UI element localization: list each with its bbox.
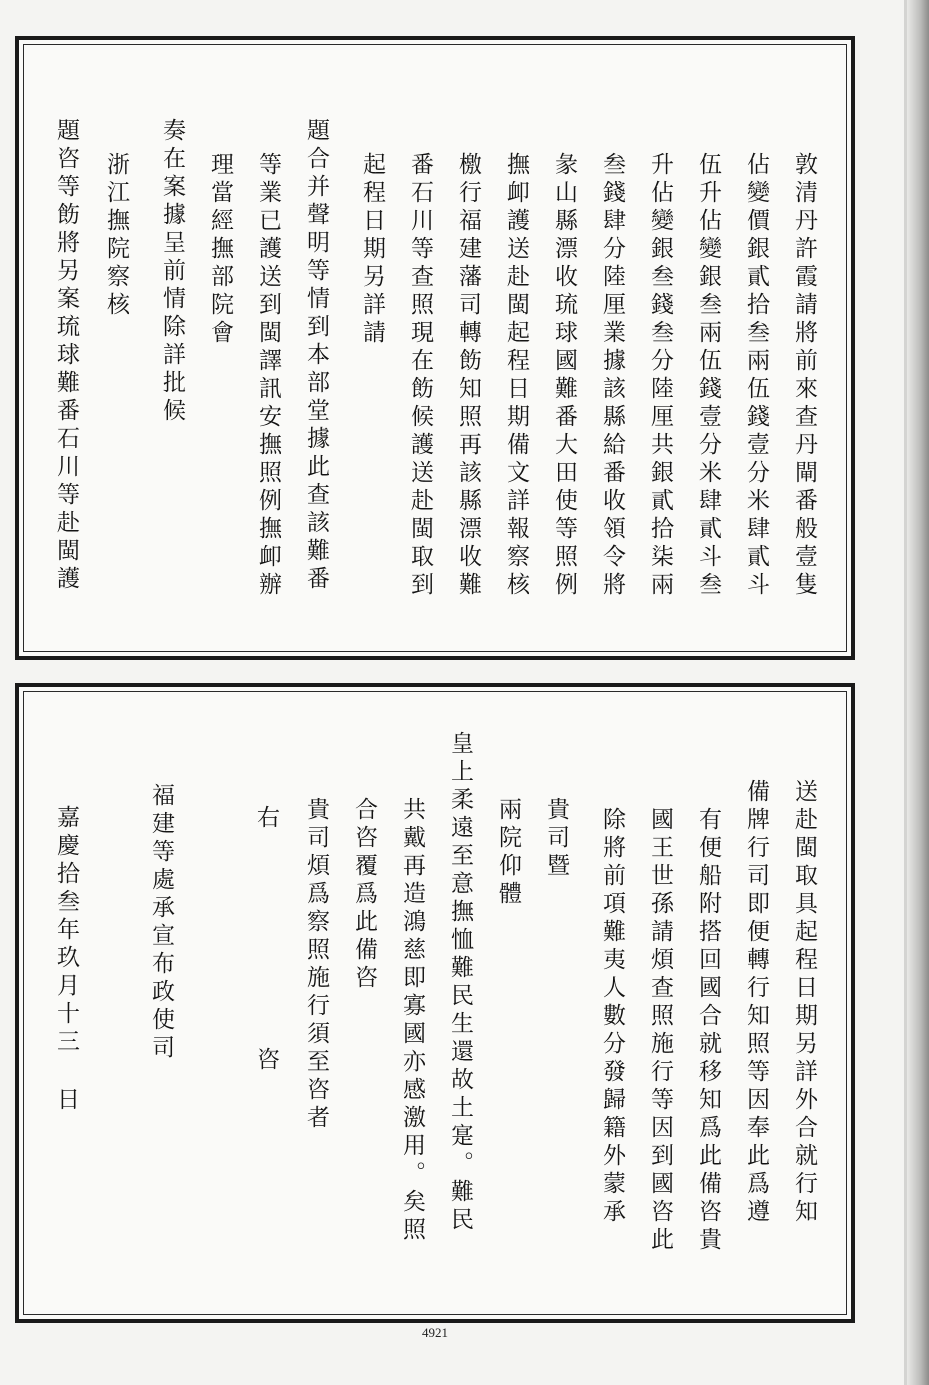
- text-column: 除將前項難夷人數分發歸籍外蒙承: [599, 807, 625, 1227]
- text-column: 等業已護送到閩譯訊安撫照例撫卹辦: [255, 152, 281, 600]
- text-column: 起程日期另詳請: [359, 152, 385, 348]
- page-number: 4921: [422, 1325, 448, 1340]
- book-gutter-shadow: [907, 0, 929, 1385]
- text-column: 番石川等查照現在飭候護送赴閩取到: [407, 152, 433, 600]
- text-column: 咨: [253, 1047, 279, 1075]
- text-column-elevated: 題咨等飭將另案琉球難番石川等赴閩護: [53, 118, 79, 594]
- text-column: 備牌行司即便轉行知照等因奉此爲遵: [743, 779, 769, 1227]
- issuer-column: 福建等處承宣布政使司: [148, 783, 174, 1063]
- text-column: 伍升佔變銀叁兩伍錢壹分米肆貳斗叁: [695, 152, 721, 600]
- date-column: 嘉慶拾叁年玖月十三: [53, 805, 79, 1057]
- text-column: 升佔變銀叁錢叁分陸厘共銀貳拾柒兩: [647, 152, 673, 600]
- text-column: 合咨覆爲此備咨: [351, 797, 377, 993]
- text-column-elevated: 皇上柔遠至意撫恤難民生還故土寔。難民: [447, 731, 473, 1235]
- text-column-elevated: 奏在案據呈前情除詳批候: [159, 118, 185, 426]
- bottom-panel-inner-border: [23, 691, 847, 1315]
- text-column: 右: [253, 805, 279, 833]
- text-column: 國王世孫請煩查照施行等因到國咨此: [647, 807, 673, 1255]
- text-column: 浙江撫院察核: [103, 152, 129, 320]
- text-column: 共戴再造鴻慈即寡國亦感激用。矣照: [399, 797, 425, 1245]
- date-column-day: 日: [53, 1087, 79, 1115]
- text-column: 理當經撫部院會: [207, 152, 233, 348]
- text-column: 檄行福建藩司轉飭知照再該縣漂收難: [455, 152, 481, 600]
- top-document-panel: [15, 36, 855, 660]
- text-column: 佔變價銀貳拾叁兩伍錢壹分米肆貳斗: [743, 152, 769, 600]
- text-column: 送赴閩取具起程日期另詳外合就行知: [791, 779, 817, 1227]
- text-column: 貴司暨: [543, 797, 569, 881]
- text-column: 兩院仰體: [495, 797, 521, 909]
- text-column: 彖山縣漂收琉球國難番大田使等照例: [551, 152, 577, 600]
- text-column: 貴司煩爲察照施行須至咨者: [303, 797, 329, 1133]
- bottom-document-panel: [15, 683, 855, 1323]
- text-column: 敦清丹許霞請將前來查丹閘番般壹隻: [791, 152, 817, 600]
- text-column: 叁錢肆分陸厘業據該縣給番收領令將: [599, 152, 625, 600]
- top-panel-inner-border: [23, 44, 847, 652]
- text-column: 撫卹護送赴閩起程日期備文詳報察核: [503, 152, 529, 600]
- text-column: 有便船附搭回國合就移知爲此備咨貴: [695, 807, 721, 1255]
- text-column-elevated: 題合并聲明等情到本部堂據此查該難番: [303, 118, 329, 594]
